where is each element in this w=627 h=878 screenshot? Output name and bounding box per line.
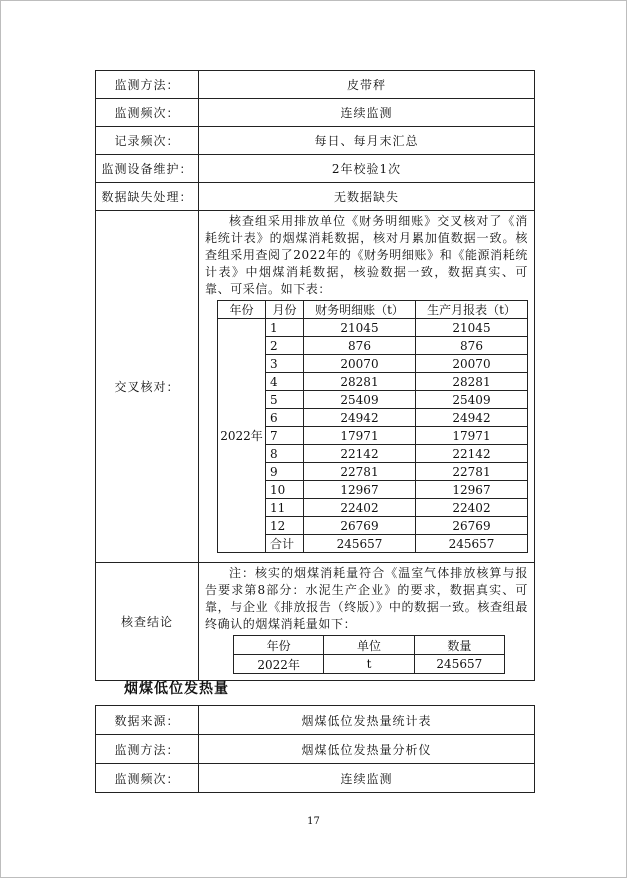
- report-cell: 22142: [416, 445, 528, 463]
- table-row: [96, 183, 535, 211]
- month-cell: 11: [266, 499, 304, 517]
- table-row: [96, 155, 535, 183]
- table-row: [96, 735, 535, 764]
- finance-cell: 22781: [304, 463, 416, 481]
- summary-header-year: 年份: [234, 636, 324, 655]
- report-cell: 22402: [416, 499, 528, 517]
- month-cell: 12: [266, 517, 304, 535]
- report-cell: 17971: [416, 427, 528, 445]
- finance-cell: 26769: [304, 517, 416, 535]
- summary-year: 2022年: [234, 655, 324, 674]
- summary-header-row: [234, 636, 505, 655]
- conclusion-row: [96, 563, 535, 681]
- section-title: 烟煤低位发热量: [124, 681, 229, 697]
- row-value: 每日、每月末汇总: [199, 127, 535, 155]
- month-cell: 3: [266, 355, 304, 373]
- month-cell: 7: [266, 427, 304, 445]
- total-label: 合计: [266, 535, 304, 553]
- year-cell: 2022年: [218, 319, 266, 553]
- report-cell: 876: [416, 337, 528, 355]
- row-label: 数据来源：: [96, 706, 199, 735]
- finance-cell: 24942: [304, 409, 416, 427]
- table-row: [218, 319, 528, 337]
- month-cell: 2: [266, 337, 304, 355]
- month-cell: 8: [266, 445, 304, 463]
- row-value: 连续监测: [199, 99, 535, 127]
- report-cell: 12967: [416, 481, 528, 499]
- report-cell: 21045: [416, 319, 528, 337]
- finance-cell: 22402: [304, 499, 416, 517]
- summary-header-amount: 数量: [414, 636, 504, 655]
- total-report: 245657: [416, 535, 528, 553]
- report-cell: 25409: [416, 391, 528, 409]
- report-cell: 22781: [416, 463, 528, 481]
- row-label: 监测设备维护：: [96, 155, 199, 183]
- table-row: [96, 99, 535, 127]
- row-label: 数据缺失处理：: [96, 183, 199, 211]
- report-cell: 26769: [416, 517, 528, 535]
- month-cell: 4: [266, 373, 304, 391]
- finance-cell: 20070: [304, 355, 416, 373]
- finance-cell: 12967: [304, 481, 416, 499]
- table-row: [96, 764, 535, 793]
- row-value: 连续监测: [199, 764, 535, 793]
- cross-check-cell: [199, 211, 535, 563]
- table-row: [96, 127, 535, 155]
- consumption-table: [217, 300, 528, 553]
- summary-unit: t: [324, 655, 414, 674]
- summary-amount: 245657: [414, 655, 504, 674]
- header-report: 生产月报表（t）: [416, 301, 528, 319]
- month-cell: 9: [266, 463, 304, 481]
- row-label: 监测方法：: [96, 735, 199, 764]
- report-cell: 20070: [416, 355, 528, 373]
- finance-cell: 21045: [304, 319, 416, 337]
- row-label: 记录频次：: [96, 127, 199, 155]
- finance-cell: 28281: [304, 373, 416, 391]
- consumption-header-row: [218, 301, 528, 319]
- summary-row: [234, 655, 505, 674]
- month-cell: 10: [266, 481, 304, 499]
- table-row: [96, 71, 535, 99]
- calorific-table: [95, 705, 535, 793]
- row-label: 监测频次：: [96, 99, 199, 127]
- summary-header-unit: 单位: [324, 636, 414, 655]
- month-cell: 6: [266, 409, 304, 427]
- cross-check-label: 交叉核对：: [96, 211, 199, 563]
- row-value: 皮带秤: [199, 71, 535, 99]
- monitoring-table: [95, 70, 535, 681]
- header-month: 月份: [266, 301, 304, 319]
- row-label: 监测频次：: [96, 764, 199, 793]
- finance-cell: 25409: [304, 391, 416, 409]
- row-label: 监测方法：: [96, 71, 199, 99]
- row-value: 烟煤低位发热量分析仪: [199, 735, 535, 764]
- row-value: 2年校验1次: [199, 155, 535, 183]
- cross-check-row: [96, 211, 535, 563]
- finance-cell: 876: [304, 337, 416, 355]
- finance-cell: 17971: [304, 427, 416, 445]
- finance-cell: 22142: [304, 445, 416, 463]
- month-cell: 5: [266, 391, 304, 409]
- row-value: 烟煤低位发热量统计表: [199, 706, 535, 735]
- conclusion-cell: [199, 563, 535, 681]
- month-cell: 1: [266, 319, 304, 337]
- report-cell: 28281: [416, 373, 528, 391]
- total-finance: 245657: [304, 535, 416, 553]
- header-year: 年份: [218, 301, 266, 319]
- page-number: 17: [307, 816, 320, 827]
- cross-check-paragraph: 核查组采用排放单位《财务明细账》交叉核对了《消耗统计表》的烟煤消耗数据，核对月累加值数据一致。核查组采用查阅了2022年的《财务明细账》和《能源消耗统计表》中烟煤消耗数据，核验数据一致，数据真实、可靠、可采信。如下表：: [205, 214, 528, 296]
- conclusion-label: 核查结论: [96, 563, 199, 681]
- conclusion-paragraph: 注：核实的烟煤消耗量符合《温室气体排放核算与报告要求第8部分：水泥生产企业》的要求，数据真实、可靠，与企业《排放报告（终版）》中的数据一致。核查组最终确认的烟煤消耗量如下：: [205, 566, 528, 631]
- report-cell: 24942: [416, 409, 528, 427]
- header-finance: 财务明细账（t）: [304, 301, 416, 319]
- table-row: [96, 706, 535, 735]
- row-value: 无数据缺失: [199, 183, 535, 211]
- summary-table: [233, 635, 505, 674]
